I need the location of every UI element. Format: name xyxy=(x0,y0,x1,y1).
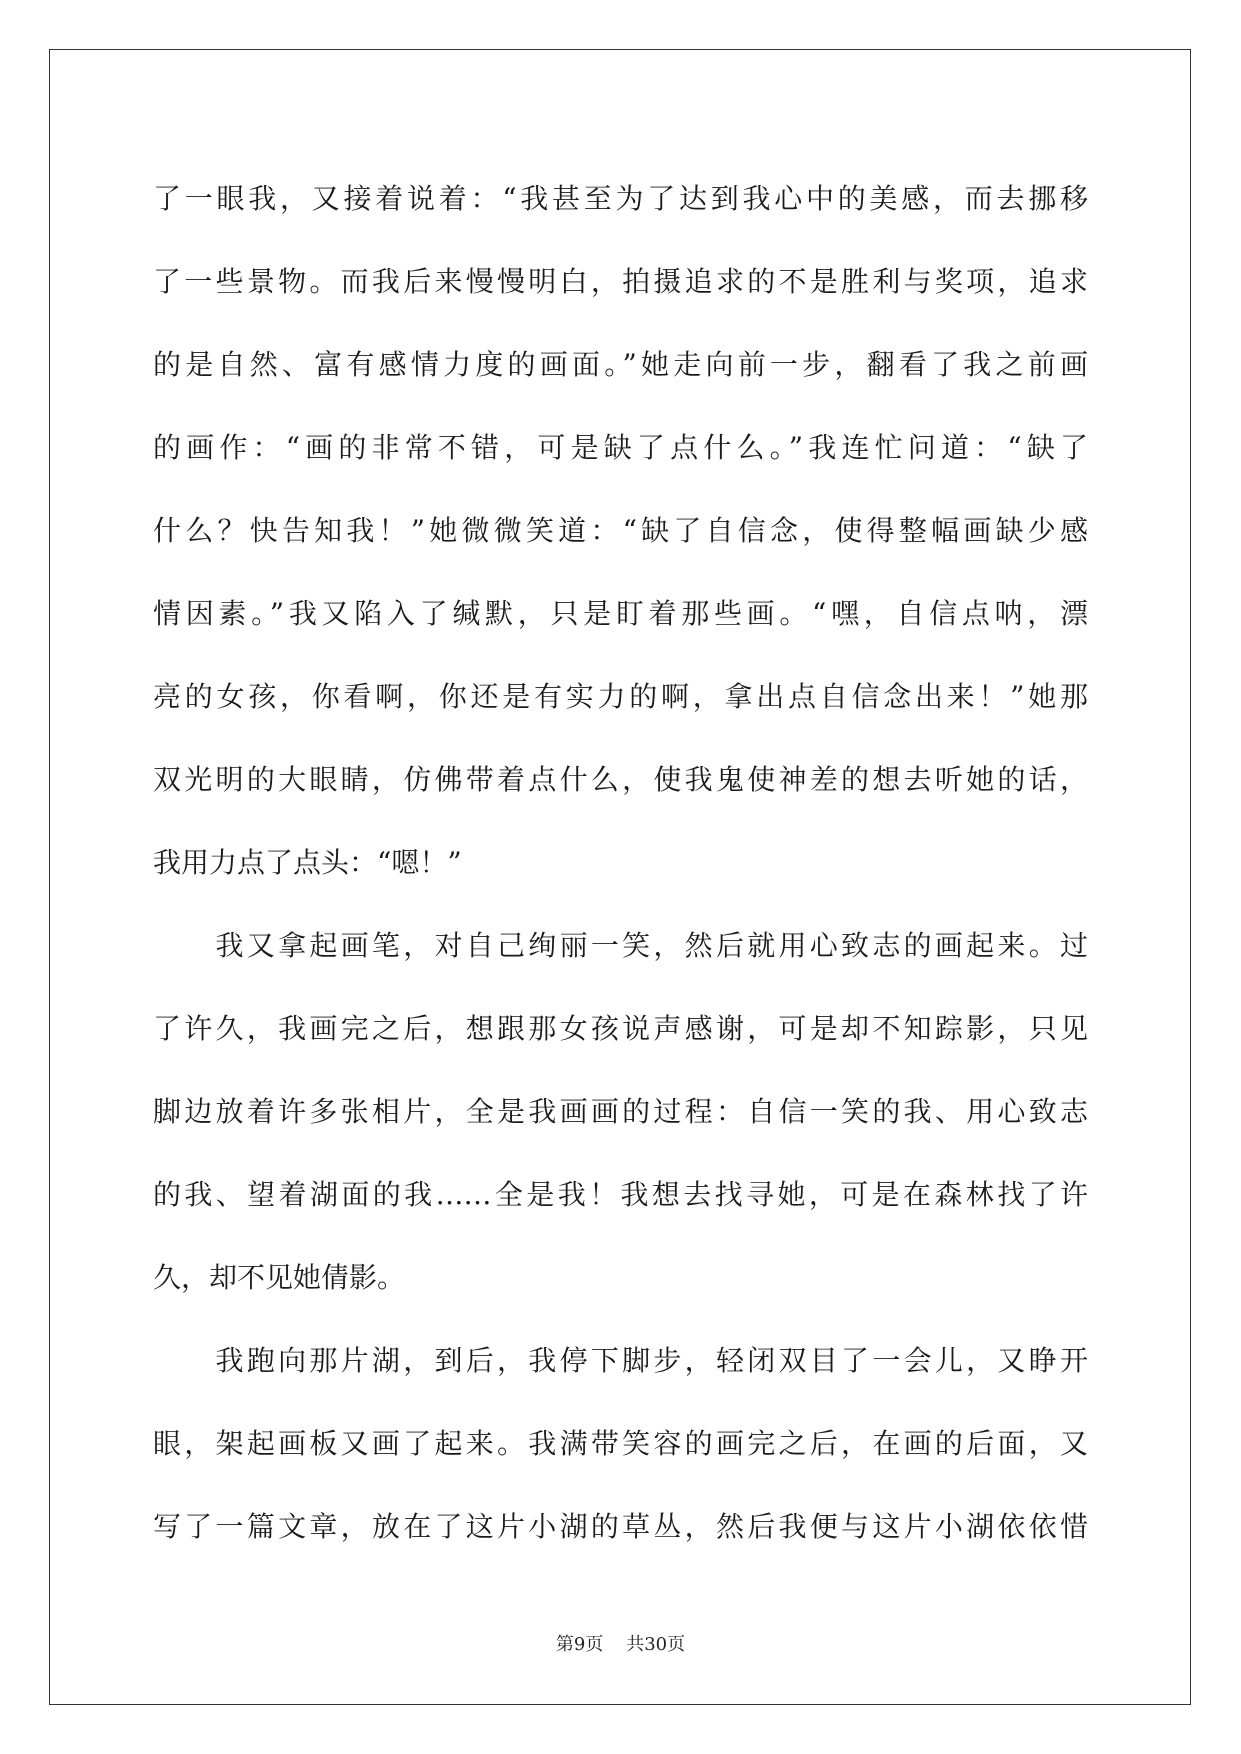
text-line: 双光明的大眼睛，仿佛带着点什么，使我鬼使神差的想去听她的话， xyxy=(153,763,1088,796)
text-line: 写了一篇文章，放在了这片小湖的草丛，然后我便与这片小湖依依惜 xyxy=(153,1510,1088,1543)
text-line: 了许久，我画完之后，想跟那女孩说声感谢，可是却不知踪影，只见 xyxy=(153,1012,1088,1045)
page-number: 第9页 xyxy=(555,1634,604,1655)
text-line: 亮的女孩，你看啊，你还是有实力的啊，拿出点自信念出来！”她那 xyxy=(153,680,1088,713)
text-line: 的画作：“画的非常不错，可是缺了点什么。”我连忙问道：“缺了 xyxy=(153,431,1088,464)
text-line: 我又拿起画笔，对自己绚丽一笑，然后就用心致志的画起来。过 xyxy=(153,929,1088,962)
page-footer xyxy=(0,1630,1241,1656)
text-line: 情因素。”我又陷入了缄默，只是盯着那些画。“嘿，自信点呐，漂 xyxy=(153,597,1088,630)
text-line: 久，却不见她倩影。 xyxy=(153,1261,406,1294)
text-line: 我用力点了点头：“嗯！” xyxy=(153,846,462,879)
text-line: 脚边放着许多张相片，全是我画画的过程：自信一笑的我、用心致志 xyxy=(153,1095,1088,1128)
text-line: 了一些景物。而我后来慢慢明白，拍摄追求的不是胜利与奖项，追求 xyxy=(153,265,1088,298)
text-line: 眼，架起画板又画了起来。我满带笑容的画完之后，在画的后面，又 xyxy=(153,1427,1088,1460)
text-line: 的是自然、富有感情力度的画面。”她走向前一步，翻看了我之前画 xyxy=(153,348,1088,381)
text-line: 的我、望着湖面的我……全是我！我想去找寻她，可是在森林找了许 xyxy=(153,1178,1088,1211)
text-line: 我跑向那片湖，到后，我停下脚步，轻闭双目了一会儿，又睁开 xyxy=(153,1344,1088,1377)
text-line: 什么？快告知我！”她微微笑道：“缺了自信念，使得整幅画缺少感 xyxy=(153,514,1088,547)
page-total: 共30页 xyxy=(626,1634,686,1655)
text-line: 了一眼我，又接着说着：“我甚至为了达到我心中的美感，而去挪移 xyxy=(153,182,1088,215)
document-body xyxy=(153,157,1088,1568)
